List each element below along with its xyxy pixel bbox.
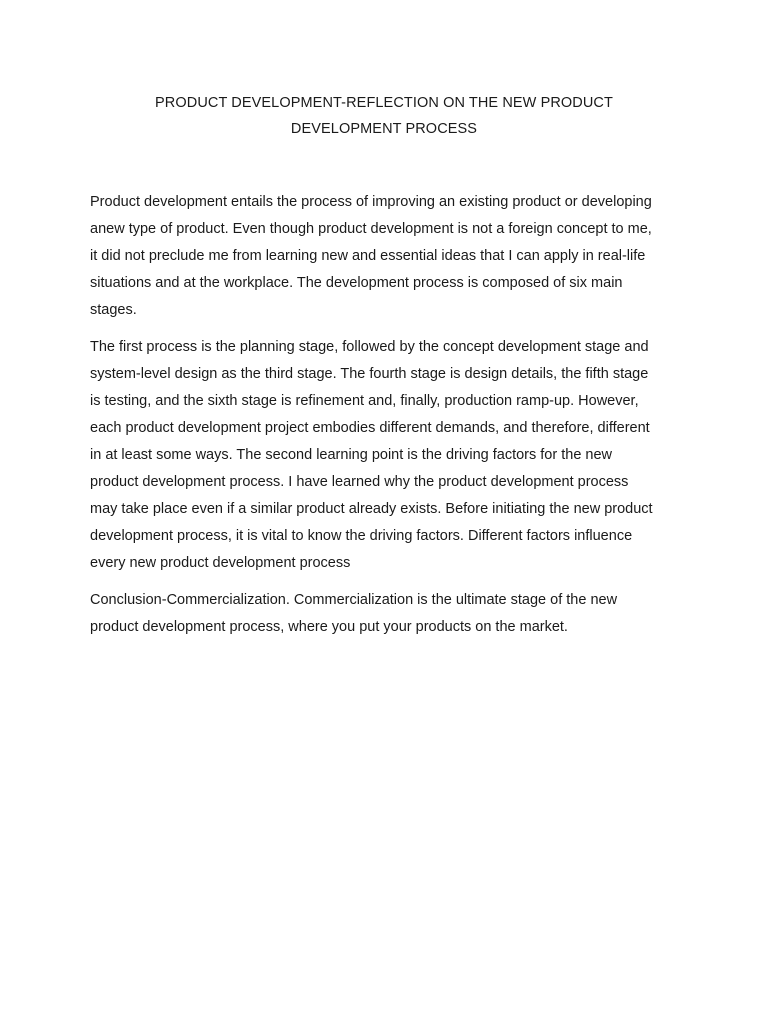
paragraph-line: product development process, where you put your products on the market. xyxy=(90,619,568,635)
paragraph-line: may take place even if a similar product already exists. Before initiating the new product xyxy=(90,501,653,517)
paragraph-line: it did not preclude me from learning new and essential ideas that I can apply in real-life xyxy=(90,248,646,264)
title-line-1: PRODUCT DEVELOPMENT-REFLECTION ON THE NEW PRODUCT xyxy=(155,95,613,111)
paragraph-line: is testing, and the sixth stage is refinement and, finally, production ramp-up. However, xyxy=(90,393,639,409)
paragraph-line: development process, it is vital to know the driving factors. Different factors influence xyxy=(90,528,633,544)
document-body xyxy=(90,189,690,651)
paragraph-line: system-level design as the third stage. The fourth stage is design details, the fifth stage xyxy=(90,366,649,382)
paragraph-line: situations and at the workplace. The development process is composed of six main xyxy=(90,275,623,291)
paragraph-line: every new product development process xyxy=(90,555,351,571)
paragraph-line: Conclusion-Commercialization. Commercialization is the ultimate stage of the new xyxy=(90,592,618,608)
paragraph-line: stages. xyxy=(90,302,137,318)
paragraph-line: The first process is the planning stage, followed by the concept development stage and xyxy=(90,339,649,355)
paragraph-line: product development process. I have learned why the product development process xyxy=(90,474,629,490)
paragraph-line: anew type of product. Even though product development is not a foreign concept to me, xyxy=(90,221,652,237)
paragraph-line: each product development project embodies different demands, and therefore, different xyxy=(90,420,650,436)
paragraph-line: Product development entails the process of improving an existing product or developing xyxy=(90,194,652,210)
document-title xyxy=(90,90,678,142)
title-line-2: DEVELOPMENT PROCESS xyxy=(290,121,478,137)
paragraph-1 xyxy=(90,189,690,324)
paragraph-line: in at least some ways. The second learning point is the driving factors for the new xyxy=(90,447,613,463)
paragraph-2 xyxy=(90,334,690,577)
paragraph-3 xyxy=(90,587,690,641)
